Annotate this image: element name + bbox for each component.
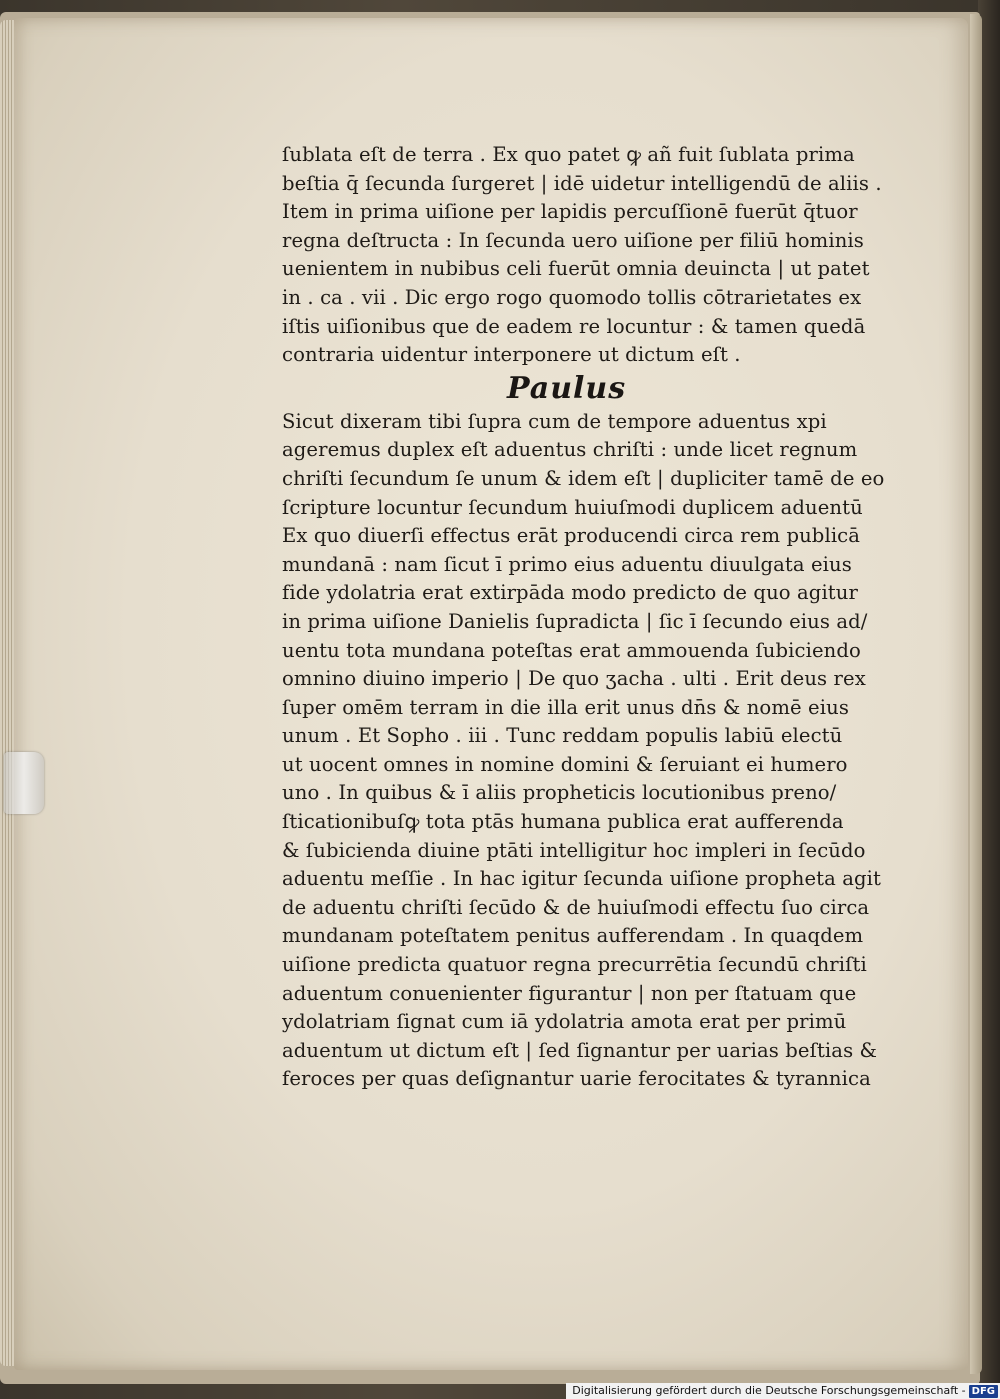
- page-text: [282, 141, 885, 1094]
- text-line: ſublata eſt de terra . Ex quo patet ꝙ añ fuit ſublata prima: [282, 143, 855, 166]
- page-edge-right: [970, 14, 982, 1374]
- text-line: uiſione predicta quatuor regna precurrētia ſecundū chriſti: [282, 953, 867, 977]
- text-line: aduentu meſſie . In hac igitur ſecunda uiſione propheta agit: [282, 867, 882, 891]
- text-line: uno . In quibus & ī aliis propheticis locutionibus preno/: [282, 781, 837, 805]
- text-line: regna deſtructa : In ſecunda uero uiſione per filiū hominis: [282, 228, 864, 252]
- dfg-credit-text: Digitalisierung gefördert durch die Deutsche Forschungsgemeinschaft -: [572, 1384, 966, 1397]
- text-line: Ex quo diuerſi effectus erāt producendi circa rem publicā: [282, 524, 861, 548]
- text-line: fide ydolatria erat extirpāda modo predicto de quo agitur: [282, 581, 858, 605]
- text-line: chriſti ſecundum ſe unum & idem eſt | dupliciter tamē de eo: [282, 466, 885, 490]
- page-clip: [4, 752, 44, 814]
- text-line: unum . Et Sopho . iii . Tunc reddam populis labiū electū: [282, 724, 843, 748]
- text-line: & ſubicienda diuine ptāti intelligitur hoc impleri in ſecūdo: [282, 838, 866, 862]
- section-heading: Paulus: [507, 370, 627, 406]
- text-line: uenientem in nubibus celi fuerūt omnia deuincta | ut patet: [282, 257, 870, 281]
- text-line: in . ca . vii . Dic ergo rogo quomodo tollis cōtrarietates ex: [282, 285, 862, 309]
- text-line: uentu tota mundana poteſtas erat ammouenda ſubiciendo: [282, 638, 861, 662]
- text-line: de aduentu chriſti ſecūdo & de huiuſmodi effectu ſuo circa: [282, 895, 870, 919]
- text-line: contraria uidentur interponere ut dictum eſt .: [282, 343, 741, 367]
- text-line: ſcripture locuntur ſecundum huiuſmodi duplicem aduentū: [282, 495, 863, 519]
- text-line: in prima uiſione Danielis ſupradicta | ſic ī ſecundo eius ad/: [282, 609, 868, 633]
- text-line: aduentum conuenienter figurantur | non per ſtatuam que: [282, 981, 857, 1005]
- text-line: ut uocent omnes in nomine domini & ſeruiant ei humero: [282, 752, 848, 776]
- text-line: mundanā : nam ſicut ī primo eius aduentu diuulgata eius: [282, 552, 852, 576]
- text-line: ſticationibuſꝙ tota ptās humana publica erat aufferenda: [282, 810, 844, 834]
- paragraph-main: [282, 408, 885, 1094]
- text-line: iſtis uiſionibus que de eadem re locuntur : & tamen quedā: [282, 314, 866, 338]
- dfg-credit-bar: [566, 1383, 1000, 1399]
- dfg-logo: DFG: [969, 1385, 998, 1398]
- text-line: omnino diuino imperio | De quo ʒacha . ulti . Erit deus rex: [282, 667, 866, 691]
- text-line: ydolatriam ſignat cum iā ydolatria amota erat per primū: [282, 1010, 847, 1034]
- paragraph-top: [282, 141, 882, 370]
- text-line: Item in prima uiſione per lapidis percuſſionē fuerūt q̄tuor: [282, 200, 858, 224]
- text-line: Sicut dixeram tibi ſupra cum de tempore aduentus xpi: [282, 409, 827, 433]
- text-line: feroces per quas deſignantur uarie ferocitates & tyrannica: [282, 1067, 871, 1091]
- text-line: ſuper omēm terram in die illa erit unus dn̄s & nomē eius: [282, 695, 849, 719]
- text-line: aduentum ut dictum eſt | ſed ſignantur per uarias beſtias &: [282, 1038, 878, 1062]
- text-line: mundanam poteſtatem penitus aufferendam . In quaqdem: [282, 924, 864, 948]
- text-line: beſtia q̄ ſecunda ſurgeret | idē uidetur intelligendū de aliis .: [282, 171, 882, 195]
- text-line: ageremus duplex eſt aduentus chriſti : unde licet regnum: [282, 438, 858, 462]
